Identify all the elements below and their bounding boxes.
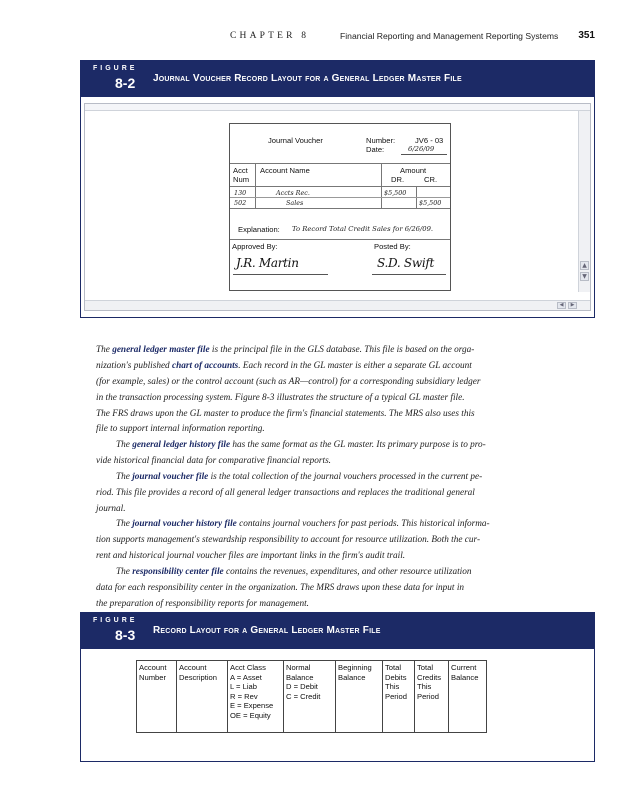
- record-field-text: R = Rev: [230, 691, 258, 701]
- col-num-label: Num: [233, 175, 250, 184]
- record-field-text: Balance: [338, 672, 366, 682]
- record-field-text: Current: [451, 663, 477, 672]
- approved-signature: J.R. Martin: [236, 256, 299, 270]
- record-field-text: This: [417, 682, 432, 692]
- record-field: [415, 661, 449, 733]
- record-field-text: Total: [385, 663, 402, 672]
- page-number: 351: [578, 30, 595, 41]
- date-underline: [401, 154, 447, 155]
- record-field-text: This: [385, 682, 400, 692]
- record-field-text: Credits: [417, 672, 442, 682]
- record-field-text: Acct Class: [230, 663, 266, 672]
- text-line: [96, 454, 530, 470]
- text-segment: (for example, sales) or the control account (such as AR—control) for a corresponding subsidiary ledger: [96, 376, 481, 387]
- row-debit: $5,500: [384, 189, 407, 197]
- record-field-text: Debits: [385, 672, 407, 682]
- figure-number: 8-2: [115, 75, 136, 91]
- figure-8-3: [80, 612, 595, 762]
- text-line: [96, 565, 530, 581]
- text-segment: contains the revenues, expenditures, and other resource utilization: [223, 567, 472, 577]
- col-acct-label: Acct: [233, 166, 248, 175]
- row-acct-num: 502: [234, 199, 247, 207]
- rule-approval: [230, 239, 450, 240]
- voucher-heading: Journal Voucher: [268, 136, 323, 145]
- approved-by-label: Approved By:: [232, 242, 278, 251]
- key-term: journal voucher file: [132, 472, 209, 482]
- key-term: general ledger history file: [132, 440, 231, 450]
- record-field-text: Description: [179, 672, 217, 682]
- record-field-text: Normal: [286, 663, 311, 672]
- gl-master-record-layout: [136, 660, 487, 733]
- chapter-title: Financial Reporting and Management Reporting Systems: [340, 31, 559, 41]
- horizontal-scrollbar[interactable]: [85, 300, 590, 310]
- record-field: [228, 661, 284, 733]
- col-account-name-label: Account Name: [260, 166, 310, 175]
- rule-header: [230, 186, 450, 187]
- record-field: [449, 661, 487, 733]
- journal-voucher-form: [229, 123, 451, 291]
- rule-rows-bottom: [230, 208, 450, 209]
- rule-v-acct: [255, 163, 256, 208]
- text-segment: is the principal file in the GLS database. This file is based on the orga-: [209, 345, 475, 355]
- text-segment: contains journal vouchers for past periods. This historical informa-: [236, 519, 490, 529]
- text-segment: vide historical financial data for comparative financial reports.: [96, 455, 331, 466]
- paragraph-journal-voucher: [96, 470, 530, 518]
- record-field-text: Balance: [451, 672, 479, 682]
- text-line: [96, 391, 530, 407]
- col-cr-label: CR.: [424, 175, 438, 184]
- figure-word: FIGURE: [93, 65, 138, 72]
- rule-row: [230, 197, 450, 198]
- explanation-value: To Record Total Credit Sales for 6/26/09.: [292, 225, 434, 233]
- record-field-text: Beginning: [338, 663, 372, 672]
- text-line: [96, 517, 530, 533]
- record-layout-row: [137, 661, 487, 733]
- record-field-text: C = Credit: [286, 691, 321, 701]
- vertical-scrollbar[interactable]: [578, 111, 590, 292]
- figure-word: FIGURE: [93, 617, 138, 624]
- posted-signature: S.D. Swift: [377, 256, 435, 270]
- record-field: [137, 661, 177, 733]
- text-line: [96, 375, 530, 391]
- key-term: journal voucher history file: [132, 519, 237, 529]
- running-header: [0, 31, 639, 45]
- approved-sig-line: [233, 274, 328, 275]
- text-line: [96, 407, 530, 423]
- rule-top: [230, 163, 450, 164]
- key-term: chart of accounts: [171, 360, 239, 371]
- row-account-name: Accts Rec.: [276, 189, 310, 197]
- figure-title: Journal Voucher Record Layout for a General Ledger Master File: [153, 73, 462, 84]
- text-segment: The FRS draws upon the GL master to produce the firm's financial statements. The MRS also uses this: [96, 408, 475, 419]
- window-top-edge: [85, 104, 590, 111]
- text-line: [96, 502, 530, 518]
- scroll-right-icon[interactable]: ▶: [568, 302, 577, 309]
- chapter-label: CHAPTER 8: [230, 31, 310, 41]
- voucher-number-label: Number:: [366, 136, 396, 145]
- text-segment: data for each responsibility center in the organization. The MRS draws upon these data for input in: [96, 582, 465, 593]
- record-field-text: OE = Equity: [230, 710, 271, 720]
- voucher-number-value: JV6 - 03: [415, 136, 444, 145]
- text-segment: The: [96, 345, 113, 355]
- text-segment: file to support internal information reporting.: [96, 424, 265, 435]
- record-field-text: Account: [139, 663, 167, 672]
- paragraph-gl-history: [96, 438, 530, 470]
- text-line: [96, 581, 530, 597]
- paragraph-responsibility-center: [96, 565, 530, 613]
- text-line: [96, 470, 530, 486]
- record-field-text: E = Expense: [230, 701, 274, 711]
- text-segment: in the transaction processing system. Figure 8-3 illustrates the structure of a typical GL master file.: [96, 392, 465, 403]
- record-field: [284, 661, 336, 733]
- explanation-label: Explanation:: [238, 225, 280, 234]
- text-segment: The: [116, 519, 133, 529]
- text-segment: The: [116, 567, 133, 577]
- col-dr-label: DR.: [391, 175, 405, 184]
- text-segment: . Each record in the GL master is either a separate GL account: [238, 360, 472, 371]
- text-segment: the preparation of responsibility reports for management.: [96, 598, 309, 609]
- record-field-text: Total: [417, 663, 434, 672]
- text-line: [96, 359, 530, 375]
- record-field-text: D = Debit: [286, 682, 318, 692]
- posted-by-label: Posted By:: [374, 242, 411, 251]
- text-segment: tion supports management's stewardship responsibility to account for resource utilization. Both the cur-: [96, 534, 481, 545]
- figure-title: Record Layout for a General Ledger Master File: [153, 625, 381, 636]
- screen-window: [84, 103, 591, 311]
- text-segment: rent and historical journal voucher files are important links in the firm's audit trail.: [96, 550, 406, 561]
- text-segment: riod. This file provides a record of all general ledger transactions and replaces the traditional general: [96, 487, 475, 498]
- voucher-date-label: Date:: [366, 145, 385, 154]
- key-term: general ledger master file: [112, 345, 210, 355]
- text-segment: nization's published: [96, 360, 172, 371]
- figure-8-2: [80, 60, 595, 318]
- record-field: [177, 661, 228, 733]
- text-segment: journal.: [96, 503, 126, 514]
- posted-sig-line: [372, 274, 446, 275]
- record-field-text: L = Liab: [230, 682, 257, 692]
- row-acct-num: 130: [234, 189, 247, 197]
- text-line: [96, 533, 530, 549]
- scroll-down-icon[interactable]: ▼: [580, 272, 589, 281]
- text-line: [96, 343, 530, 359]
- record-field-text: Balance: [286, 672, 314, 682]
- record-field-text: Period: [385, 691, 407, 701]
- figure-number: 8-3: [115, 627, 136, 643]
- record-field-text: Period: [417, 691, 439, 701]
- text-line: [96, 422, 530, 438]
- record-field-text: Account: [179, 663, 207, 672]
- figure-header-bar: [81, 61, 594, 97]
- text-line: [96, 486, 530, 502]
- text-line: [96, 597, 530, 613]
- paragraph-gl-master: [96, 343, 530, 438]
- text-line: [96, 438, 530, 454]
- scroll-up-icon[interactable]: ▲: [580, 261, 589, 270]
- key-term: responsibility center file: [132, 567, 224, 577]
- text-segment: The: [116, 472, 133, 482]
- record-field: [383, 661, 415, 733]
- text-segment: is the total collection of the journal vouchers processed in the current pe-: [208, 472, 483, 482]
- rule-v-name: [381, 163, 382, 208]
- record-field: [336, 661, 383, 733]
- figure-header-bar: [81, 613, 594, 649]
- record-field-text: Number: [139, 672, 167, 682]
- paragraph-jv-history: [96, 517, 530, 565]
- scroll-left-icon[interactable]: ◀: [557, 302, 566, 309]
- text-line: [96, 549, 530, 565]
- text-segment: The: [116, 440, 133, 450]
- record-field-text: A = Asset: [230, 672, 262, 682]
- row-account-name: Sales: [286, 199, 304, 207]
- voucher-date-value: 6/26/09: [408, 145, 435, 153]
- row-credit: $5,500: [419, 199, 442, 207]
- col-amount-label: Amount: [400, 166, 427, 175]
- text-segment: has the same format as the GL master. Its primary purpose is to pro-: [230, 440, 486, 450]
